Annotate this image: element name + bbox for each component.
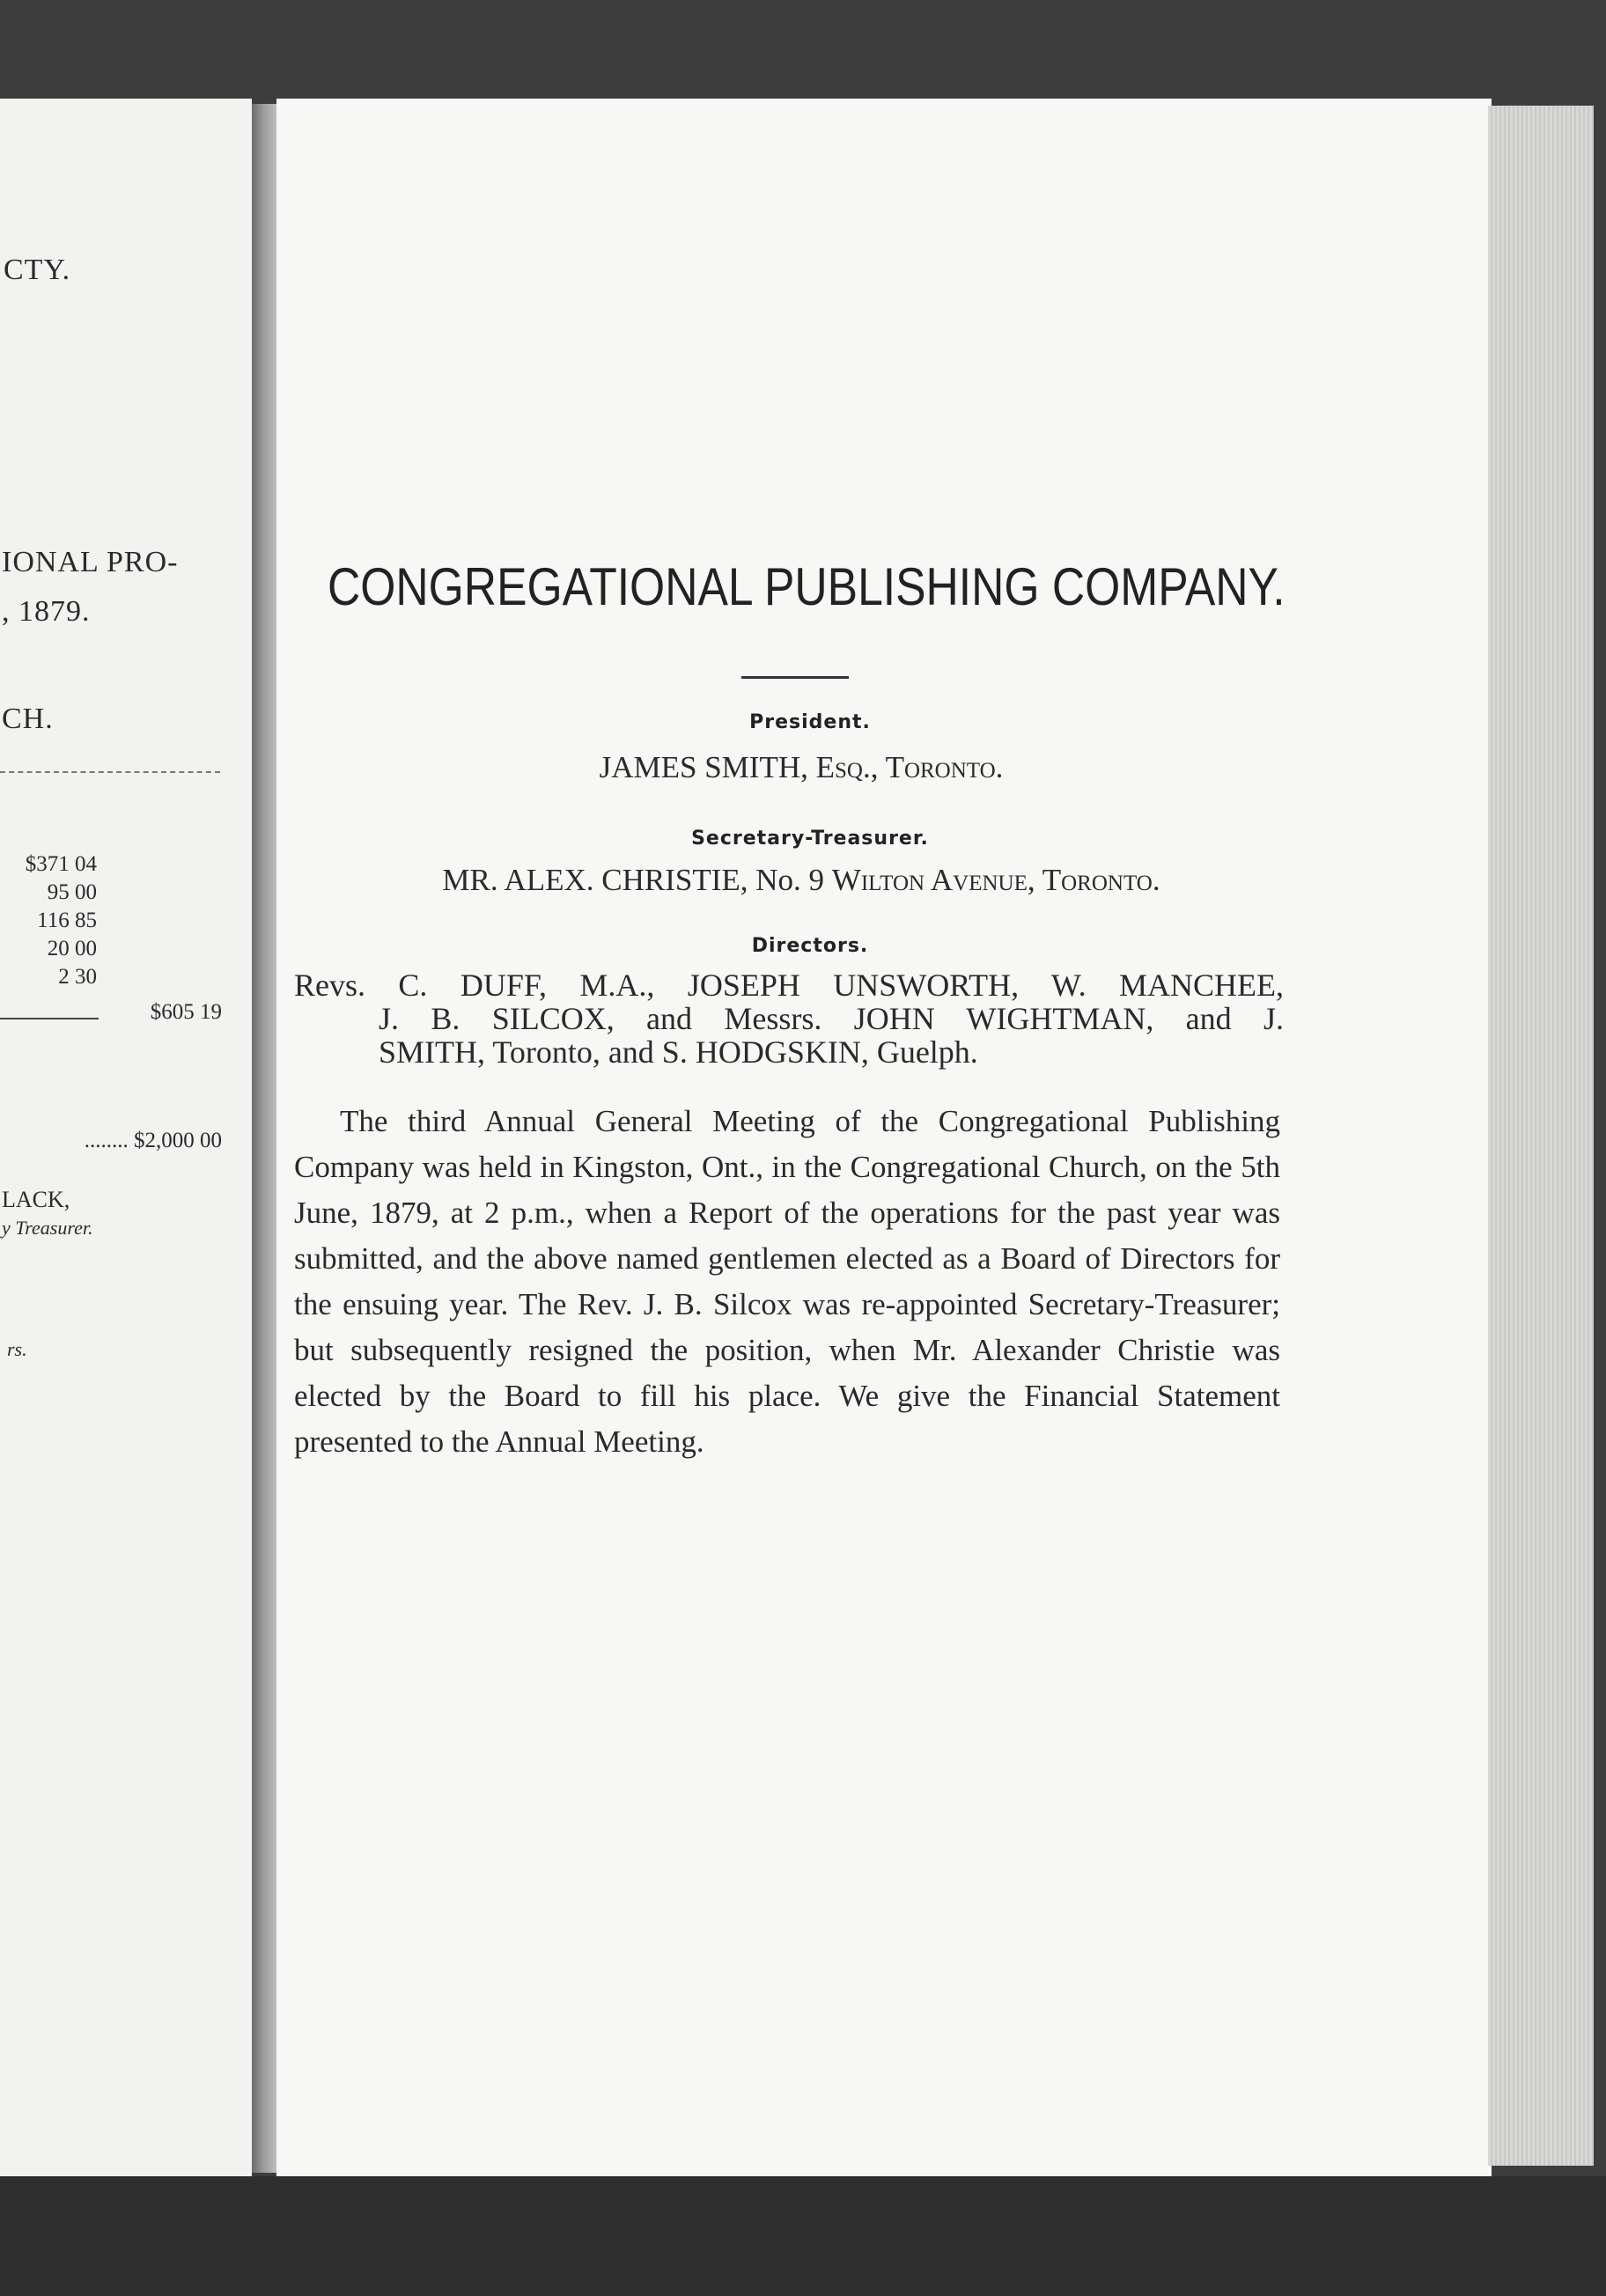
directors-line: J. B. SILCOX, and Messrs. JOHN WIGHTMAN, and J.: [379, 1001, 1284, 1036]
president-name: JAMES SMITH,: [599, 750, 808, 784]
left-signatory-role: y Treasurer.: [2, 1217, 93, 1239]
directors-line: SMITH, Toronto, and S. HODGSKIN, Guelph.: [379, 1034, 978, 1070]
page-title: CONGREGATIONAL PUBLISHING COMPANY.: [328, 557, 1286, 616]
directors-label: Directors.: [751, 935, 869, 957]
secretary-address: Wilton Avenue, Toronto.: [831, 863, 1160, 897]
left-divider: [0, 771, 220, 773]
left-signatory: LACK,: [2, 1187, 70, 1212]
secretary-name: MR. ALEX. CHRISTIE, No. 9: [442, 863, 825, 897]
president-suffix: Esq., Toronto.: [815, 750, 1004, 784]
left-amount: $371 04: [25, 852, 97, 876]
left-year-fragment: , 1879.: [2, 595, 91, 628]
left-title-fragment: IONAL PRO-: [2, 546, 179, 578]
president-label: President.: [749, 711, 871, 733]
left-page: [0, 99, 252, 2176]
background-shadow: [0, 2176, 1606, 2296]
book-gutter: [252, 104, 276, 2173]
page-edge: [1488, 106, 1594, 2166]
directors-line: Revs. C. DUFF, M.A., JOSEPH UNSWORTH, W. MANCHEE,: [294, 968, 1284, 1003]
left-church-fragment: CH.: [2, 703, 54, 735]
left-total: $605 19: [150, 1000, 222, 1024]
left-amount: 116 85: [37, 909, 97, 932]
left-heading-fragment: CTY.: [4, 254, 71, 286]
left-amount: 2 30: [58, 965, 97, 989]
secretary-line: [291, 863, 1312, 898]
directors-list: [294, 968, 1284, 1069]
secretary-label: Secretary-Treasurer.: [691, 828, 929, 850]
left-amount: 95 00: [47, 880, 97, 904]
left-fragment: rs.: [7, 1338, 27, 1360]
left-sum-rule: [0, 1018, 99, 1019]
president-line: [291, 750, 1312, 785]
left-amount: 20 00: [47, 937, 97, 960]
body-paragraph: The third Annual General Meeting of the Congregational Publishing Company was held in Kingston, Ont., in the Congregational Church, on the 5th June, 1879, at 2 p.m., when a Report of the operations for the past year was submitted, and the above named gentlemen elected as a Board of Directors for the ensuing year. The Rev. J. B. Silcox was re-appointed Secretary-Treasurer; but subsequently resigned the position, when Mr. Alexander Christie was elected by the Board to fill his place. We give the Financial Statement presented to the Annual Meeting.: [294, 1104, 1280, 1459]
left-dotted-amount: ........ $2,000 00: [84, 1129, 222, 1152]
title-divider: [741, 676, 849, 679]
